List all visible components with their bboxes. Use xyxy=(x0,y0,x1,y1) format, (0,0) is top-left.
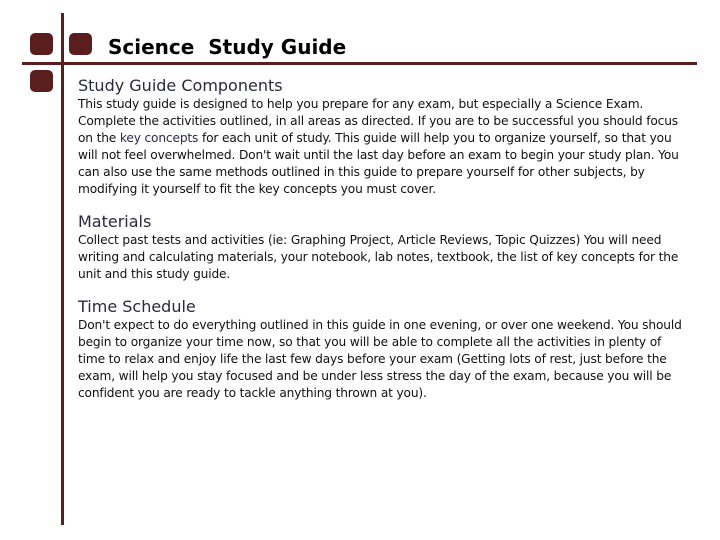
decor-horizontal-rule xyxy=(22,62,697,65)
section-materials xyxy=(78,212,690,283)
section-heading: Study Guide Components xyxy=(78,76,283,95)
body-text: This study guide is designed to help you prepare for any exam, but especially a Science Exam. Complete the activities outlined, in all areas as directed. If you are to be successful you should focus on the xyxy=(78,97,678,145)
content xyxy=(78,76,690,416)
section-time-schedule xyxy=(78,297,690,402)
page-title: Science Study Guide xyxy=(108,35,347,59)
key-concepts-text: key concepts xyxy=(119,131,199,145)
decor-square-bottom-left xyxy=(30,70,53,92)
body-text: for each unit of study. This guide will help you to organize yourself, so that you will not feel overwhelmed. Don't wait until the last day before an exam to begin your study plan. You can also use the same methods outlined in this guide to prepare yourself for other subjects, by modifying it yourself to fit the key concepts you must cover. xyxy=(78,131,679,196)
section-study-guide-components xyxy=(78,76,690,198)
decor-vertical-rule xyxy=(61,13,64,525)
decor-square-top-right xyxy=(69,33,92,55)
decor-square-top-left xyxy=(30,33,53,55)
section-body: Collect past tests and activities (ie: Graphing Project, Article Reviews, Topic Quizzes) You will need writing and calculating materials, your notebook, lab notes, textbook, the list of key concepts for the unit and this study guide. xyxy=(78,233,679,281)
section-heading: Time Schedule xyxy=(78,297,196,316)
section-body xyxy=(78,96,690,198)
section-body: Don't expect to do everything outlined in this guide in one evening, or over one weekend. You should begin to organize your time now, so that you will be able to complete all the activities in plenty of time to relax and enjoy life the last few days before your exam (Getting lots of rest, just before the exam, will help you stay focused and be under less stress the day of the exam, because you will be confident you are ready to tackle anything thrown at you). xyxy=(78,318,682,400)
section-heading: Materials xyxy=(78,212,152,231)
